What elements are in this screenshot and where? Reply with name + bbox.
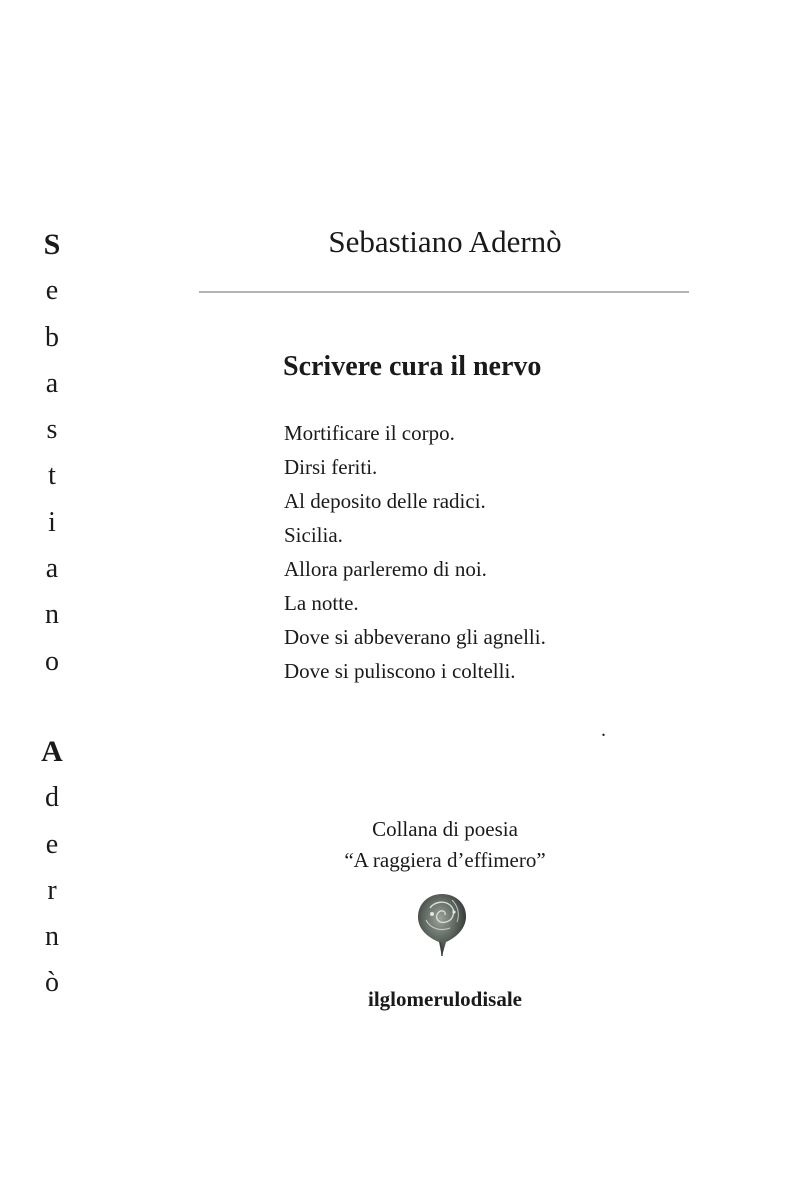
- poem-line: Mortificare il corpo.: [284, 421, 455, 445]
- series-name: “A raggiera d’effimero”: [344, 848, 546, 872]
- spine-letter: n: [45, 921, 59, 953]
- spine-last-name: [30, 729, 74, 1007]
- stray-mark: .: [601, 719, 606, 741]
- spine-letter: e: [45, 275, 59, 307]
- poem-line: Dove si puliscono i coltelli.: [284, 659, 516, 683]
- spine-letter: t: [48, 460, 56, 492]
- poem-line: Al deposito delle radici.: [284, 489, 486, 513]
- spine-letter: e: [45, 828, 59, 860]
- spine-letter: a: [45, 553, 59, 585]
- spine-letter: d: [45, 782, 59, 814]
- spine-first-name: [30, 222, 74, 685]
- spine-letter: ò: [45, 967, 59, 999]
- spine-letter: o: [45, 645, 59, 677]
- spine-letter: a: [45, 367, 59, 399]
- series-block: [200, 814, 690, 876]
- spine-letter: r: [47, 874, 57, 906]
- spine-letter: n: [45, 599, 59, 631]
- spine-letter: b: [45, 321, 59, 353]
- divider-rule: [199, 291, 689, 293]
- author-name: Sebastiano Adernò: [328, 224, 562, 259]
- publisher-name: ilglomerulodisale: [368, 987, 522, 1011]
- poem-line: La notte.: [284, 591, 359, 615]
- poem-body: [284, 416, 546, 688]
- spine-author-name: [30, 222, 74, 1007]
- poem-line: Dove si abbeverano gli agnelli.: [284, 625, 546, 649]
- poem-line: Allora parleremo di noi.: [284, 557, 487, 581]
- spine-letter: S: [43, 228, 61, 261]
- spine-letter: s: [46, 414, 58, 446]
- poem-line: Dirsi feriti.: [284, 455, 378, 479]
- spine-gap: [30, 685, 74, 729]
- series-label: Collana di poesia: [372, 817, 518, 841]
- glomerulus-emblem-icon: [412, 890, 472, 960]
- poem-line: Sicilia.: [284, 523, 343, 547]
- poem-title: Scrivere cura il nervo: [283, 351, 542, 382]
- spine-letter: A: [41, 734, 63, 768]
- spine-letter: i: [48, 506, 56, 538]
